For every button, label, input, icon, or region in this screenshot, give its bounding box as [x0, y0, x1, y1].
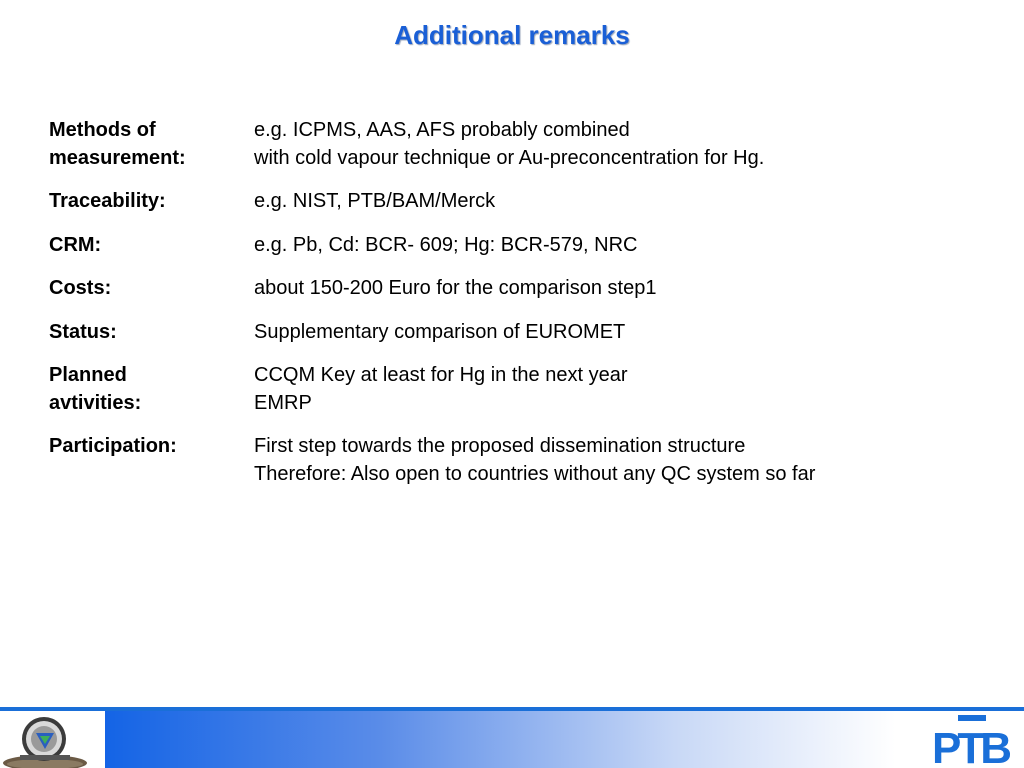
remark-row-status: [49, 319, 949, 347]
remark-label: Planned avtivities:: [49, 364, 142, 414]
remark-row-participation: [49, 433, 949, 488]
footer-gradient: [105, 711, 1024, 768]
remark-value: e.g. ICPMS, AAS, AFS probably combined with cold vapour technique or Au-preconcentration for Hg.: [254, 119, 765, 169]
remark-row-traceability: [49, 188, 949, 216]
remark-label: Methods of measurement:: [49, 119, 186, 169]
remark-row-planned-activities: [49, 362, 949, 417]
remark-label: Status:: [49, 320, 117, 343]
euromet-logo: [0, 711, 105, 768]
remark-label: CRM:: [49, 233, 102, 256]
remark-row-costs: [49, 275, 949, 303]
svg-text:PTB: PTB: [932, 724, 1008, 768]
remark-value: First step towards the proposed dissemination structure Therefore: Also open to countries without any QC system so far: [254, 435, 816, 485]
remark-label: Costs:: [49, 277, 112, 299]
remark-value: CCQM Key at least for Hg in the next year EMRP: [254, 364, 628, 414]
page-title: Additional remarks: [394, 20, 630, 50]
remarks-table: [49, 117, 949, 504]
remark-row-methods: [49, 117, 949, 172]
ptb-logo: [928, 713, 1020, 768]
remark-label: Traceability:: [49, 190, 166, 212]
remark-value: e.g. Pb, Cd: BCR- 609; Hg: BCR-579, NRC: [254, 233, 638, 256]
remark-label: Participation:: [49, 435, 177, 457]
remark-value: about 150-200 Euro for the comparison step1: [254, 277, 657, 299]
remark-row-crm: [49, 232, 949, 260]
remark-value: e.g. NIST, PTB/BAM/Merck: [254, 190, 496, 212]
footer-bar: [0, 707, 1024, 768]
remark-value: Supplementary comparison of EUROMET: [254, 320, 626, 343]
